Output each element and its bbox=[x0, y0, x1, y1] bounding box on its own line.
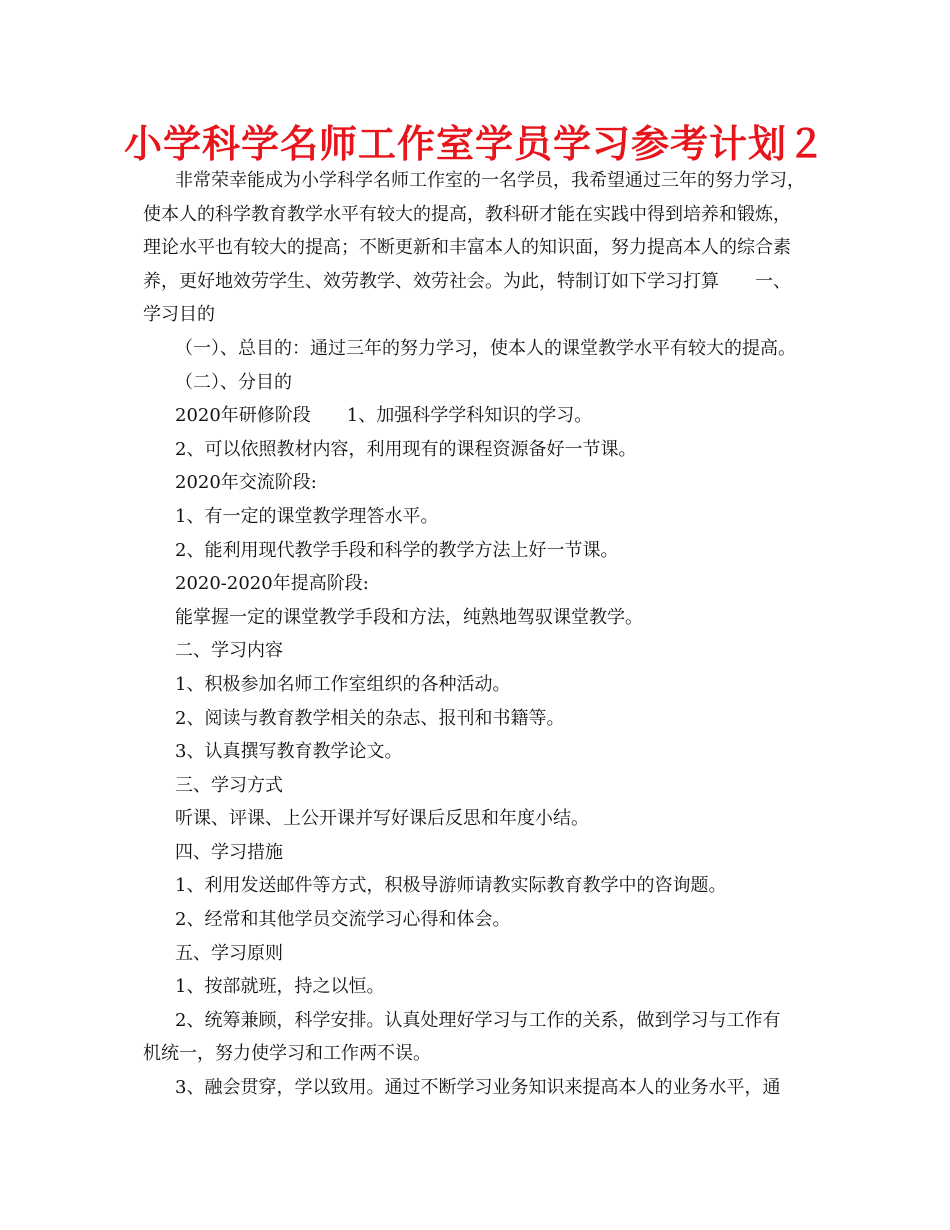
paragraph-line: 听课、评课、上公开课并写好课后反思和年度小结。 bbox=[175, 808, 589, 830]
paragraph-line: 2、经常和其他学员交流学习心得和体会。 bbox=[175, 909, 511, 931]
paragraph-line: 非常荣幸能成为小学科学名师工作室的一名学员，我希望通过三年的努力学习， bbox=[175, 170, 805, 191]
paragraph-line: 能掌握一定的课堂教学手段和方法，纯熟地驾驭课堂教学。 bbox=[175, 606, 643, 628]
paragraph-line: 3、认真撰写教育教学论文。 bbox=[175, 741, 403, 763]
paragraph-line: 1、积极参加名师工作室组织的各种活动。 bbox=[175, 673, 511, 695]
paragraph-line: 2、统筹兼顾，科学安排。认真处理好学习与工作的关系，做到学习与工作有 bbox=[175, 1009, 781, 1031]
paragraph-line: （二）、分目的 bbox=[175, 371, 292, 393]
paragraph-line: 2、可以依照教材内容，利用现有的课程资源备好一节课。 bbox=[175, 438, 637, 460]
document-body bbox=[143, 164, 823, 1105]
paragraph-line: 1、按部就班，持之以恒。 bbox=[175, 976, 385, 998]
paragraph-line: 理论水平也有较大的提高；不断更新和丰富本人的知识面，努力提高本人的综合素 bbox=[143, 237, 791, 259]
paragraph-line: 使本人的科学教育教学水平有较大的提高，教科研才能在实践中得到培养和锻炼， bbox=[143, 203, 791, 225]
paragraph-line: 二、学习内容 bbox=[175, 640, 283, 662]
paragraph-line: 3、融会贯穿，学以致用。通过不断学习业务知识来提高本人的业务水平，通 bbox=[175, 1077, 781, 1099]
paragraph-line: 2020年交流阶段: bbox=[175, 472, 317, 494]
paragraph-line: 机统一，努力使学习和工作两不误。 bbox=[143, 1043, 431, 1065]
paragraph-line: 三、学习方式 bbox=[175, 774, 283, 796]
paragraph-line: （一）、总目的：通过三年的努力学习，使本人的课堂教学水平有较大的提高。 bbox=[175, 337, 796, 359]
paragraph-line: 养，更好地效劳学生、效劳教学、效劳社会。为此，特制订如下学习打算 一、 bbox=[143, 270, 791, 292]
document-title: 小学科学名师工作室学员学习参考计划２ bbox=[123, 122, 826, 166]
paragraph-line: 学习目的 bbox=[143, 304, 215, 326]
paragraph-line: 1、利用发送邮件等方式，积极导游师请教实际教育教学中的咨询题。 bbox=[175, 875, 727, 897]
paragraph-line: 2020年研修阶段 1、加强科学学科知识的学习。 bbox=[175, 405, 593, 427]
paragraph-line: 2、阅读与教育教学相关的杂志、报刊和书籍等。 bbox=[175, 707, 565, 729]
paragraph-line: 四、学习措施 bbox=[175, 841, 283, 863]
paragraph-line: 1、有一定的课堂教学理答水平。 bbox=[175, 505, 439, 527]
paragraph-line: 五、学习原则 bbox=[175, 942, 283, 964]
paragraph-line: 2020-2020年提高阶段: bbox=[175, 573, 369, 595]
paragraph-line: 2、能利用现代教学手段和科学的教学方法上好一节课。 bbox=[175, 539, 619, 561]
